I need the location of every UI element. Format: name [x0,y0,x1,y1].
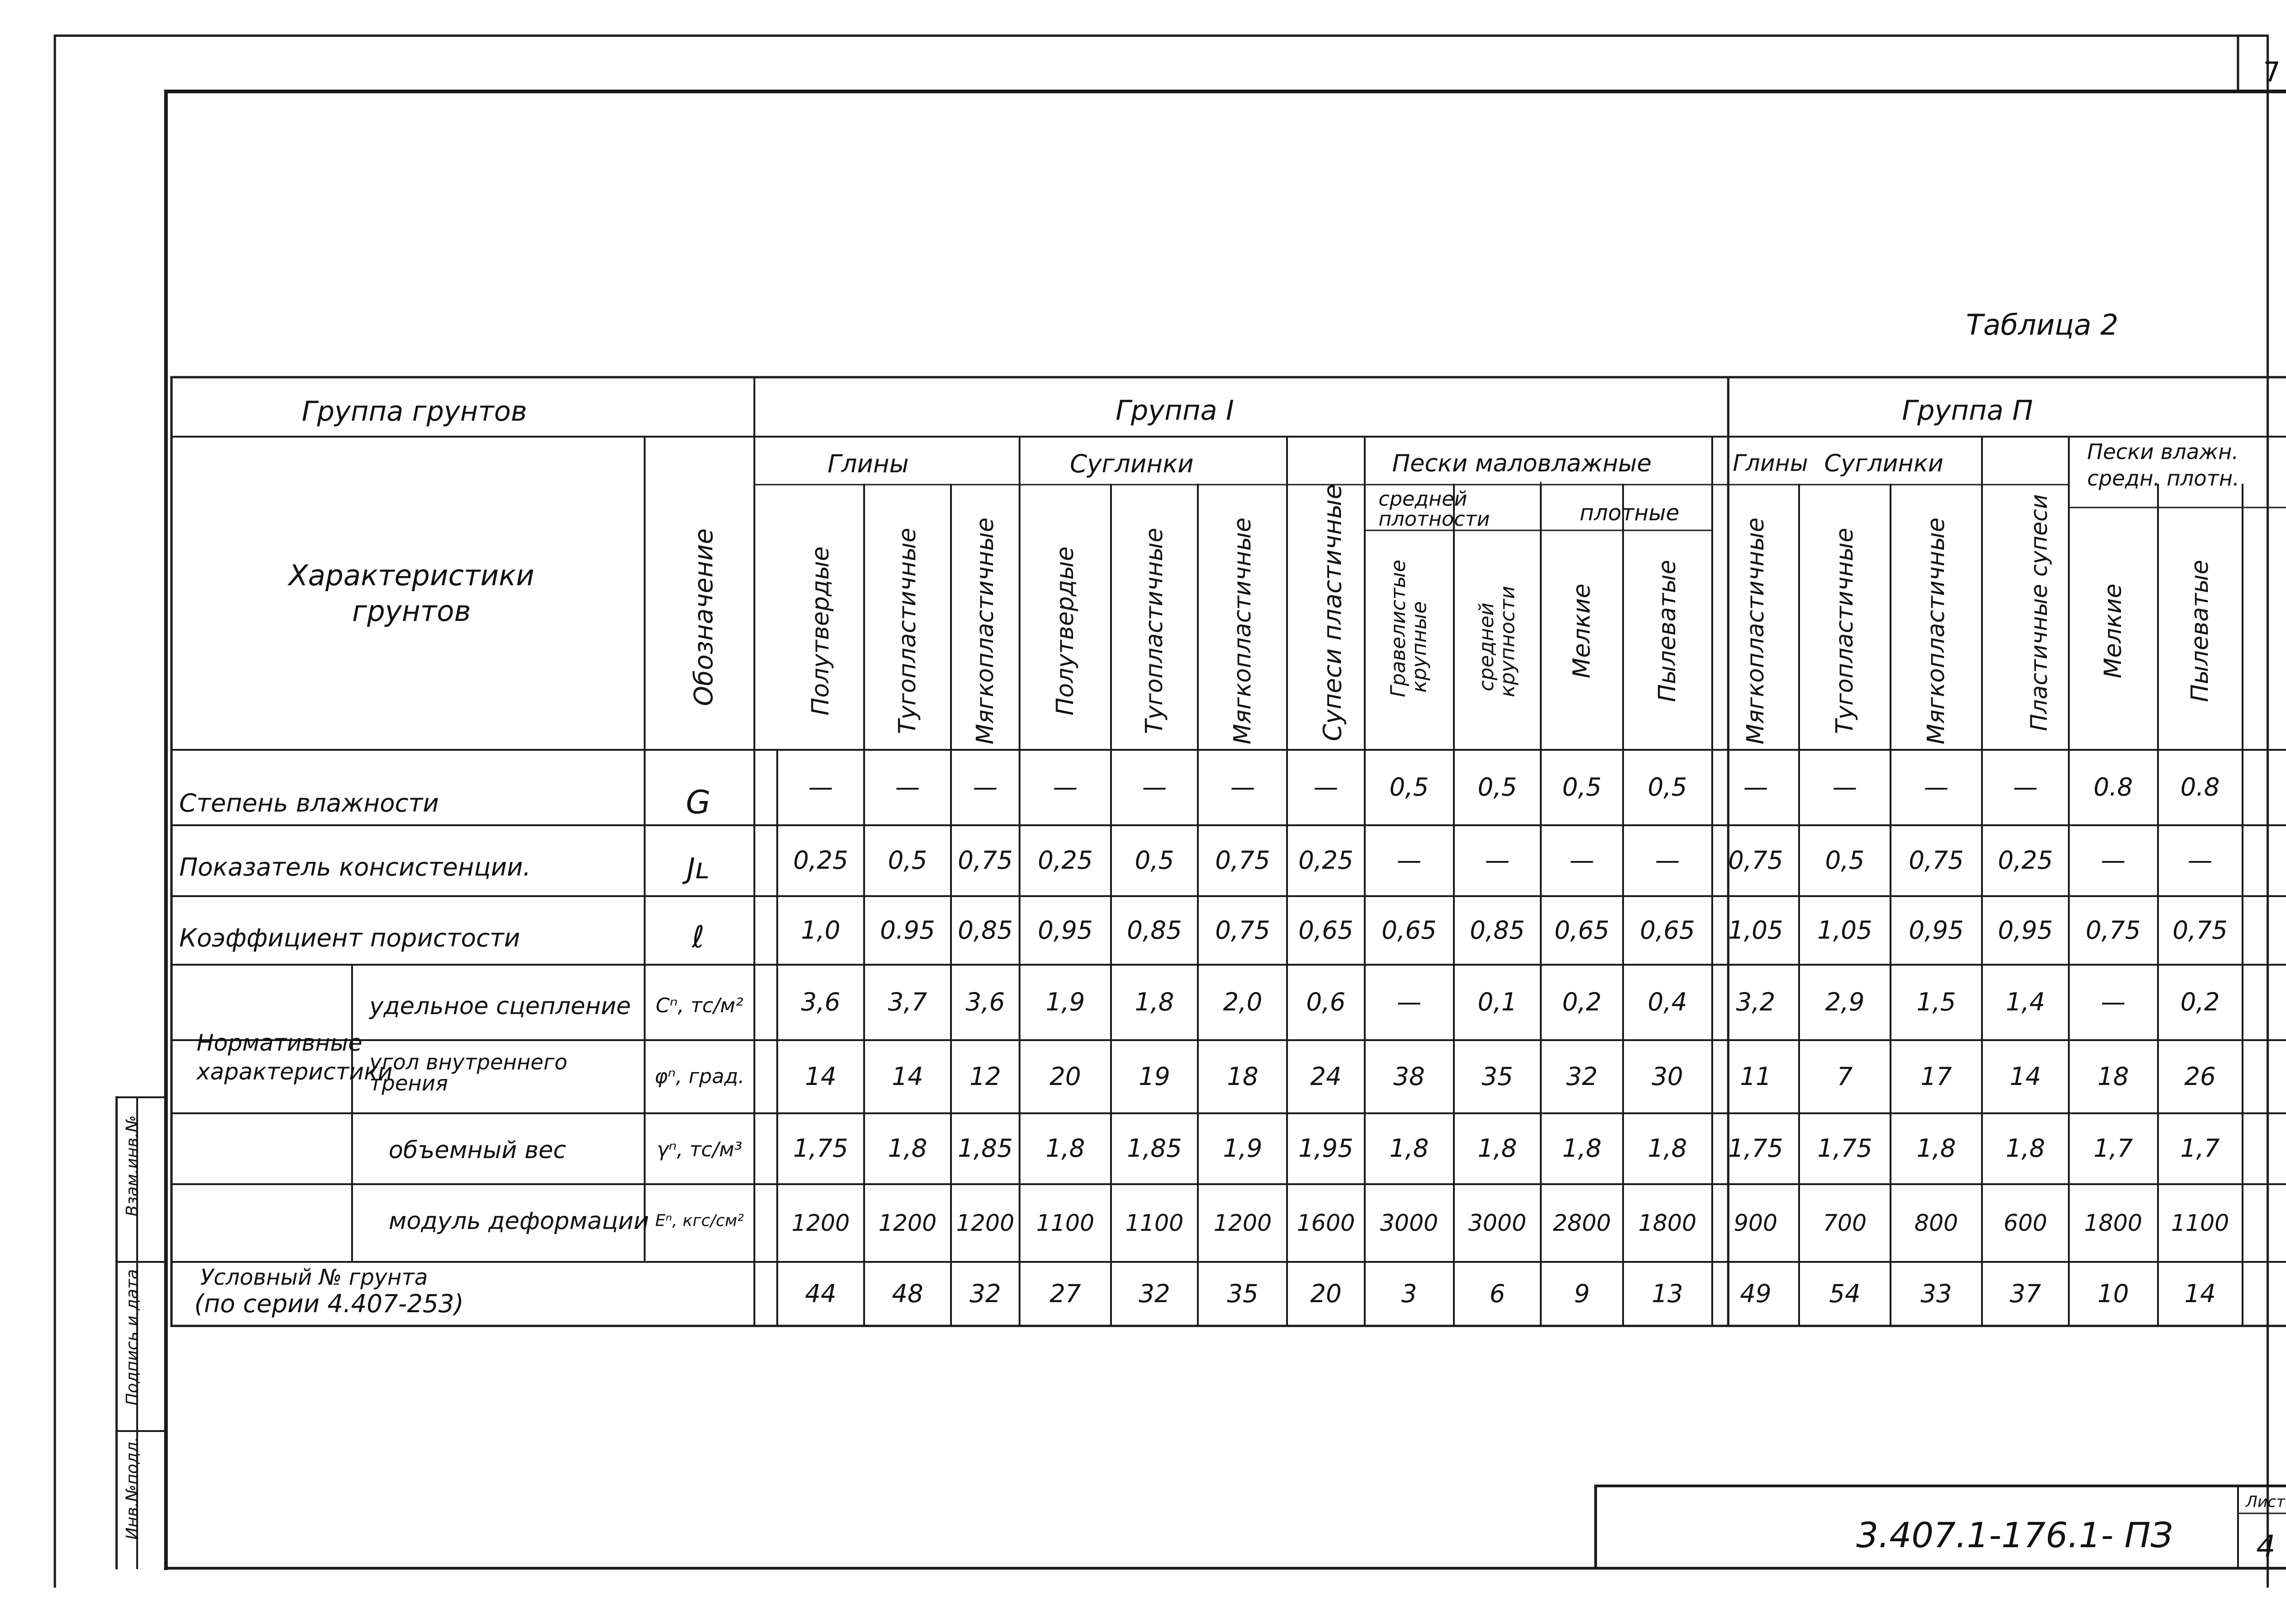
side-stamp-signature-date: Подпись и дата [123,1269,142,1406]
table-cell: 1,75 [1817,1134,1873,1163]
table-cell: 49 [1740,1279,1772,1308]
table-cell: 1,8 [1389,1134,1429,1163]
row-label-cohesion: удельное сцепление [369,993,631,1020]
table-cell: 9 [1574,1279,1590,1308]
table-cell: 1,05 [1817,916,1873,945]
table-cell: 0,25 [1998,846,2053,875]
table-cell: 35 [1481,1062,1513,1091]
sheet-value: 4 [2256,1529,2275,1564]
sheet-number: 7 [2263,56,2281,88]
subcolumn-header-0: Полутвердые [807,546,834,716]
table-cell: 18 [2097,1062,2129,1091]
table-cell: 13 [1651,1279,1683,1308]
sheet-label: Лист [2246,1493,2286,1511]
table-cell: 0,75 [1215,846,1271,875]
table-cell: — [895,773,920,801]
table-cell: 0.8 [2180,773,2220,801]
subcolumn-header-2: Мягкопластичные [972,517,999,745]
row-label-conditional-1: Условный № грунта [200,1265,428,1290]
table-cell: — [2013,773,2038,801]
symbol-moisture: G [685,784,711,821]
table-cell: 37 [2009,1279,2041,1308]
header-sands-moist-medium: Пески влажн. средн. плотн. [2087,439,2240,491]
table-cell: 10 [2097,1279,2129,1308]
table-cell: — [1743,773,1768,801]
table-cell: — [1655,846,1680,875]
table-cell: 0,5 [1135,846,1174,875]
table-cell: 0,75 [1908,846,1964,875]
table-cell: 18 [1227,1062,1259,1091]
table-cell: 0,5 [1478,773,1517,801]
table-cell: 14 [2009,1062,2041,1091]
table-cell: 1,8 [1046,1134,1085,1163]
symbol-cohesion: Cⁿ, тс/м² [656,994,743,1017]
table-cell: 12 [969,1062,1001,1091]
subcolumn-header-9: Мелкие [1568,583,1596,678]
subcolumn-header-16: Пылеватые [2186,560,2214,702]
table-cell: 1,7 [2094,1134,2133,1163]
symbol-consistency: Jʟ [687,852,710,885]
header-clays: Глины [828,449,909,478]
table-cell: 14 [805,1062,837,1091]
table-cell: 0,2 [2180,988,2220,1016]
table-cell: 0.8 [2094,773,2133,801]
table-cell: 48 [892,1279,924,1308]
table-cell: — [1230,773,1255,801]
table-cell: 1200 [791,1210,850,1236]
header-dense: плотные [1580,500,1680,526]
table-cell: 14 [2184,1279,2216,1308]
table-cell: 17 [1920,1062,1952,1091]
row-label-conditional-2: (по серии 4.407-253) [194,1289,464,1318]
table-cell: 0,75 [2172,916,2228,945]
table-cell: 6 [1489,1279,1506,1308]
table-cell: 26 [2184,1062,2216,1091]
table-cell: — [1142,773,1167,801]
table-cell: 0.95 [880,916,935,945]
table-cell: 0,65 [1640,916,1695,945]
header-sands-low-moisture: Пески маловлажные [1392,450,1652,477]
table-cell: 0,5 [888,846,927,875]
table-cell: 1200 [878,1210,937,1236]
table-cell: 1100 [1125,1210,1184,1236]
table-cell: 32 [1566,1062,1598,1091]
header-group-2: Группа П [1902,395,2033,427]
table-cell: 32 [1138,1279,1170,1308]
table-cell: 1,85 [957,1134,1013,1163]
table-cell: 3 [1401,1279,1417,1308]
table-cell: 0,75 [1728,846,1784,875]
table-cell: 2,0 [1223,988,1262,1016]
symbol-porosity: ℓ [692,919,705,955]
table-cell: 0,75 [2085,916,2141,945]
table-cell: 27 [1049,1279,1081,1308]
subcolumn-header-3: Полутвердые [1052,546,1079,716]
symbol-unit-weight: γⁿ, тс/м³ [657,1138,742,1161]
table-cell: 0,65 [1298,916,1354,945]
table-cell: — [1924,773,1949,801]
subcolumn-header-11: Мягкопластичные [1742,517,1769,745]
table-cell: 44 [805,1279,837,1308]
table-cell: 0,75 [957,846,1013,875]
subcolumn-header-15: Мелкие [2099,583,2127,678]
table-cell: 3000 [1380,1210,1438,1236]
table-cell: 0,25 [1037,846,1093,875]
table-cell: 35 [1227,1279,1259,1308]
table-cell: — [2101,988,2126,1016]
table-cell: 0,1 [1478,988,1517,1016]
symbol-deformation: Eⁿ, кгс/см² [655,1211,744,1230]
header-plastic-sandy-loams: Пластичные супеси [2026,494,2052,732]
table-cell: 0,95 [1908,916,1964,945]
table-cell: 0,85 [957,916,1013,945]
table-cell: 0,65 [1554,916,1610,945]
table-cell: 1,0 [801,916,840,945]
table-cell: 0,65 [1381,916,1437,945]
table-cell: 14 [892,1062,924,1091]
table-cell: 1,9 [1223,1134,1262,1163]
header-group-1: Группа I [1116,395,1234,427]
table-cell: — [1832,773,1857,801]
table-cell: — [1314,773,1338,801]
table-cell: 3,2 [1736,988,1775,1016]
table-cell: — [1397,846,1421,875]
table-caption: Таблица 2 [1966,308,2119,342]
table-cell: 0,85 [1127,916,1182,945]
table-cell: 54 [1829,1279,1861,1308]
table-cell: 0,5 [1825,846,1864,875]
subcolumn-header-1: Тугопластичные [894,528,921,734]
table-cell: 0,95 [1037,916,1093,945]
table-cell: 2,9 [1825,988,1864,1016]
table-cell: 3000 [1468,1210,1527,1236]
table-cell: 1,75 [1728,1134,1784,1163]
row-label-friction-angle: угол внутреннего трения [369,1050,568,1095]
table-cell: 0,4 [1648,988,1687,1016]
table-cell: 1,7 [2180,1134,2220,1163]
table-cell: 1800 [1638,1210,1697,1236]
doc-code: 3.407.1-176.1- ПЗ [1856,1515,2173,1555]
table-cell: 30 [1651,1062,1683,1091]
table-cell: 1,85 [1127,1134,1182,1163]
table-cell: 0,5 [1562,773,1602,801]
row-label-consistency: Показатель консистенции. [179,853,531,881]
table-cell: 24 [1310,1062,1342,1091]
table-cell: 0,95 [1998,916,2053,945]
side-stamp-inventory: Инв.№подл. [123,1437,142,1540]
row-label-normative: Нормативные характеристики [197,1030,393,1085]
subcolumn-header-12: Тугопластичные [1831,528,1859,734]
table-cell: 20 [1310,1279,1342,1308]
table-cell: 11 [1740,1062,1772,1091]
table-cell: 1200 [956,1210,1015,1236]
subcolumn-header-10: Пылеватые [1654,560,1681,702]
row-label-deformation-modulus: модуль деформации [389,1207,649,1235]
table-cell: 19 [1138,1062,1170,1091]
table-cell: 0,25 [793,846,849,875]
table-cell: 1,8 [1917,1134,1956,1163]
table-cell: 1600 [1297,1210,1355,1236]
table-cell: 2800 [1553,1210,1611,1236]
subcolumn-header-7: Гравелистые крупные [1386,560,1431,697]
table-cell: 0,6 [1306,988,1346,1016]
table-cell: 1,8 [2006,1134,2045,1163]
subcolumn-header-8: средней крупности [1474,586,1519,697]
table-cell: 1,8 [888,1134,927,1163]
table-cell: 0,75 [1215,916,1271,945]
table-cell: 1,5 [1917,988,1956,1016]
table-cell: 7 [1837,1062,1853,1091]
side-stamp-replacement: Взам.инв.№ [123,1115,142,1217]
table-cell: — [2188,846,2212,875]
row-label-moisture: Степень влажности [179,789,439,817]
table-cell: 900 [1734,1210,1778,1236]
subcolumn-header-13: Мягкопластичные [1923,517,1950,745]
table-cell: 1,8 [1135,988,1174,1016]
table-cell: 1,8 [1478,1134,1517,1163]
table-cell: 1,75 [793,1134,849,1163]
table-cell: 1,9 [1046,988,1085,1016]
symbol-friction: φⁿ, град. [654,1065,745,1088]
table-cell: 32 [969,1279,1001,1308]
table-cell: 1,8 [1562,1134,1602,1163]
table-cell: — [1485,846,1510,875]
table-cell: — [2101,846,2126,875]
table-cell: — [1397,988,1421,1016]
table-cell: 600 [2003,1210,2047,1236]
header-group-of-soils: Группа грунтов [302,395,527,427]
header-clays-2: Глины [1733,450,1808,476]
table-cell: 38 [1393,1062,1425,1091]
header-designation: Обозначение [689,528,719,706]
table-cell: 33 [1920,1279,1952,1308]
header-medium-density: средней плотности [1378,487,1490,531]
table-cell: 1,95 [1298,1134,1354,1163]
subcolumn-header-5: Мягкопластичные [1229,517,1256,745]
table-cell: 0,5 [1648,773,1687,801]
subcolumn-header-4: Тугопластичные [1141,528,1168,734]
header-loams-2: Суглинки [1824,450,1944,477]
table-cell: — [973,773,998,801]
table-cell: 0,85 [1469,916,1525,945]
table-cell: 800 [1914,1210,1958,1236]
table-cell: 20 [1049,1062,1081,1091]
table-cell: 1100 [1036,1210,1095,1236]
row-label-porosity: Коэффициент пористости [179,924,520,952]
table-cell: — [808,773,833,801]
table-cell: 3,6 [801,988,840,1016]
table-cell: — [1570,846,1594,875]
table-cell: 700 [1823,1210,1867,1236]
table-cell: — [1053,773,1078,801]
header-sandy-loams-plastic: Супеси пластичные [1318,484,1347,742]
table-cell: 1,05 [1728,916,1784,945]
row-label-unit-weight: объемный вес [389,1137,566,1164]
table-cell: 1100 [2171,1210,2229,1236]
header-loams: Суглинки [1070,449,1194,478]
table-cell: 3,6 [966,988,1005,1016]
table-cell: 1,4 [2006,988,2045,1016]
table-cell: 1,8 [1648,1134,1687,1163]
header-soil-characteristics: Характеристики грунтов [288,559,534,628]
table-cell: 3,7 [888,988,927,1016]
table-cell: 0,2 [1562,988,1602,1016]
table-cell: 1800 [2084,1210,2142,1236]
table-cell: 0,5 [1389,773,1429,801]
table-cell: 0,25 [1298,846,1354,875]
table-cell: 1200 [1213,1210,1272,1236]
